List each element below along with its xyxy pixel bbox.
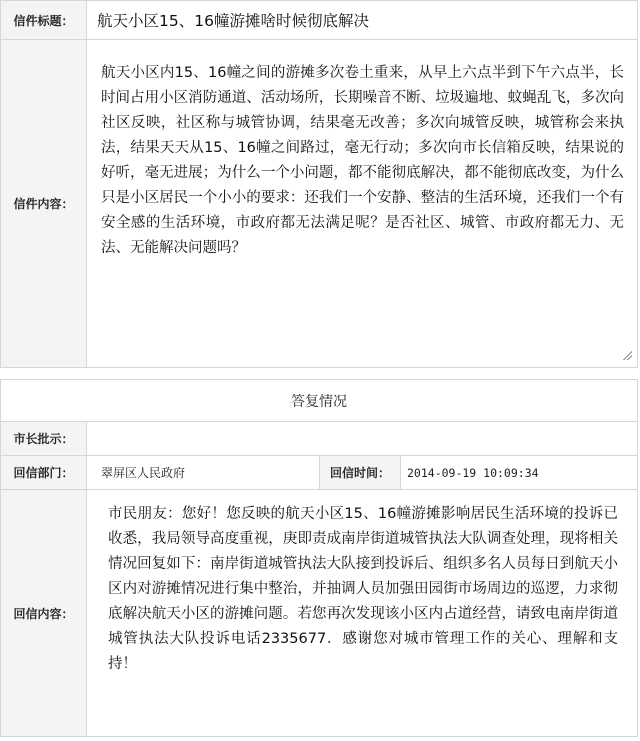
mayor-comment-label: 市长批示： <box>1 422 87 456</box>
letter-content-textarea[interactable] <box>87 40 637 366</box>
letter-content-label: 信件内容： <box>1 40 87 368</box>
letter-title-label: 信件标题： <box>1 1 87 40</box>
reply-content-label: 回信内容： <box>1 490 87 737</box>
mayor-comment-value <box>87 422 638 456</box>
letter-title: 航天小区15、16幢游摊啥时候彻底解决 <box>87 1 638 40</box>
reply-content-text: 市民朋友：您好！您反映的航天小区15、16幢游摊影响居民生活环境的投诉已收悉，我局领导高度重视，庚即责成南岸街道城管执法大队调查处理，现将相关情况回复如下：南岸街道城管执法大队接到投诉后、组织多名人员每日到航天小区内对游摊情况进行集中整治，并抽调人员加强田园街市场周边的巡逻，力求彻底解决航天小区的游摊问题。若您再次发现该小区内占道经营，请致电南岸街道城管执法大队投诉电话2335677．感谢您对城市管理工作的关心、理解和支持！ <box>108 506 618 672</box>
reply-time-label: 回信时间： <box>320 456 401 490</box>
letter-content-text: 航天小区内15、16幢之间的游摊多次卷土重来，从早上六点半到下午六点半，长时间占用小区消防通道、活动场所，长期噪音不断、垃圾遍地、蚊蝇乱飞，多次向社区反映，社区称与城管协调，结果毫无改善；多次向城管反映，城管称会来执法，结果天天从15、16幢之间路过，毫无行动；多次向市长信箱反映，结果说的好听，毫无进展；为什么一个小问题，都不能彻底解决，都不能彻底改变，为什么只是小区居民一个小小的要求：还我们一个安静、整洁的生活环境，还我们一个有安全感的生活环境，市政府都无法满足呢？是否社区、城管、市政府都无力、无法、无能解决问题吗？ <box>101 65 624 256</box>
reply-time-value: 2014-09-19 10:09:34 <box>401 456 638 490</box>
resize-grip-icon[interactable] <box>623 351 632 360</box>
reply-dept-label: 回信部门： <box>1 456 87 490</box>
letter-table <box>0 0 638 368</box>
reply-dept-value: 翠屏区人民政府 <box>87 456 320 490</box>
reply-section-title: 答复情况 <box>1 380 638 422</box>
reply-table <box>0 379 638 737</box>
reply-content-textarea[interactable] <box>87 490 637 735</box>
